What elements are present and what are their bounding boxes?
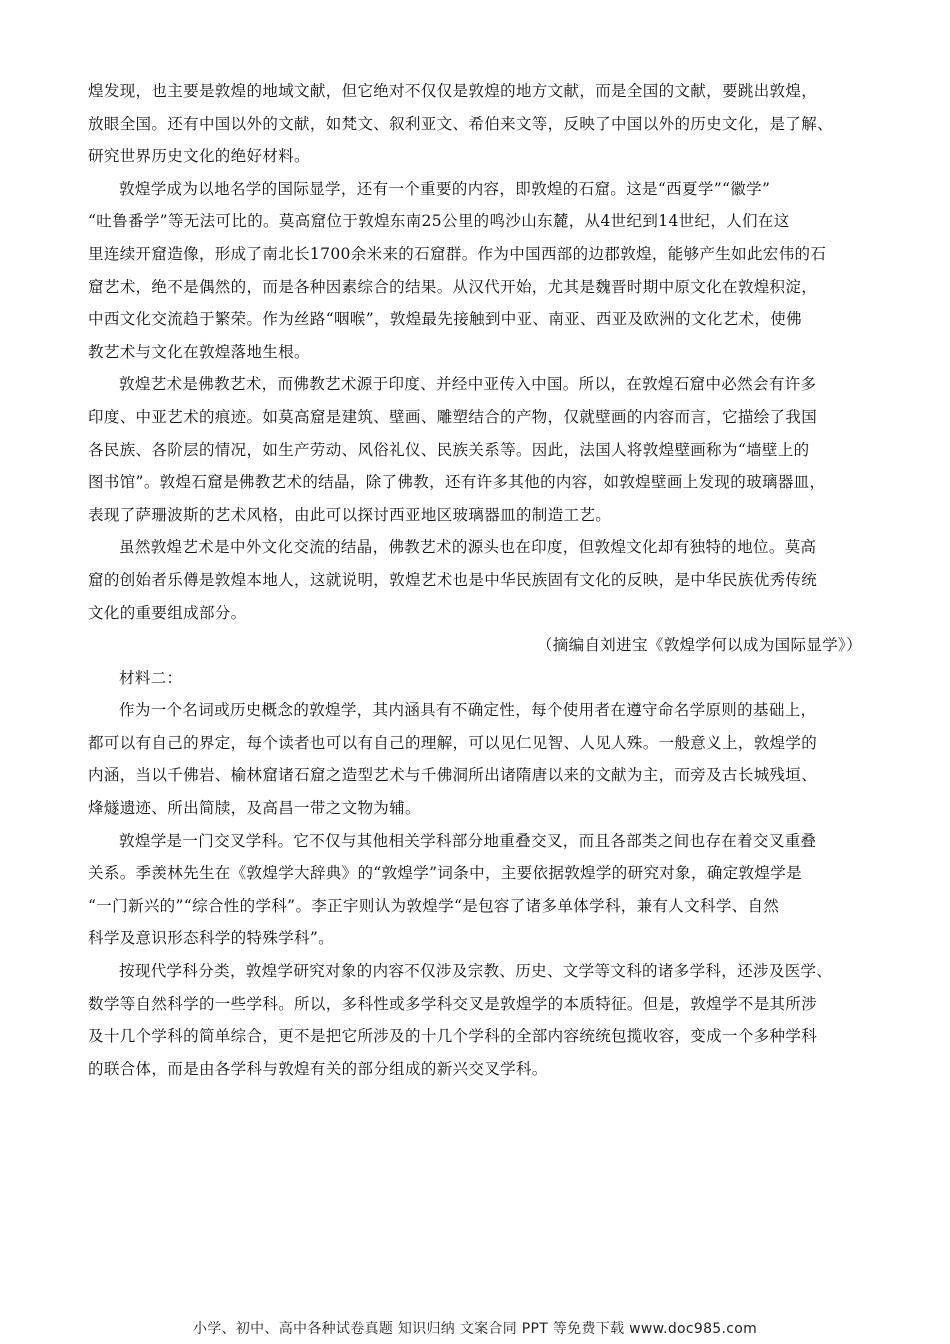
text-line: 中西文化交流趋于繁荣。作为丝路“咽喉”，敦煌最先接触到中亚、南亚、西亚及欧洲的文化艺术，使佛 [88,310,802,329]
paragraph-continuation [88,75,868,173]
text-line: 数学等自然科学的一些学科。所以，多科性或多学科交叉是敦煌学的本质特征。但是，敦煌学不是其所涉 [88,994,818,1013]
citation-line: （摘编自刘进宝《敦煌学何以成为国际显学》） [536,636,862,655]
heading-line: 材料二： [119,668,183,687]
text-line: “一门新兴的”“综合性的学科”。李正宇则认为敦煌学“是包容了诸多单体学科，兼有人文科学、自然 [88,896,780,915]
text-line: 内涵，当以千佛岩、榆林窟诸石窟之造型艺术与千佛洞所出诸隋唐以来的文献为主，而旁及古长城残垣、 [88,766,818,785]
text-line: 敦煌学成为以地名学的国际显学，还有一个重要的内容，即敦煌的石窟。这是“西夏学”“徽学” [119,179,771,198]
text-line: 都可以有自己的界定，每个读者也可以有自己的理解，可以见仁见智、人见人殊。一般意义上，敦煌学的 [88,733,818,752]
text-line: 里连续开窟造像，形成了南北长1700余米来的石窟群。作为中国西部的边郡敦煌，能够产生如此宏伟的石 [88,244,827,263]
text-line: 印度、中亚艺术的痕迹。如莫高窟是建筑、壁画、雕塑结合的产物，仅就壁画的内容而言，它描绘了我国 [88,407,818,426]
source-citation [88,629,868,662]
paragraph-definition [88,694,868,824]
text-line: 研究世界历史文化的绝好材料。 [88,147,310,166]
paragraph-cross-discipline [88,825,868,955]
text-line: 科学及意识形态科学的特殊学科”。 [88,929,335,948]
document-body [88,75,868,1085]
text-line: 关系。季羡林先生在《敦煌学大辞典》的“敦煌学”词条中，主要依据敦煌学的研究对象，确定敦煌学是 [88,864,802,883]
text-line: 敦煌学是一门交叉学科。它不仅与其他相关学科部分地重叠交叉，而且各部类之间也存在着交叉重叠 [119,831,817,850]
text-line: 烽燧遗迹、所出简牍，及高昌一带之文物为辅。 [88,799,421,818]
text-line: 按现代学科分类，敦煌学研究对象的内容不仅涉及宗教、历史、文学等文科的诸多学科，还涉及医学、 [119,962,833,981]
paragraph-grottoes [88,173,868,369]
text-line: “吐鲁番学”等无法可比的。莫高窟位于敦煌东南25公里的鸣沙山东麓，从4世纪到14世纪，人们在这 [88,212,790,231]
text-line: 煌发现，也主要是敦煌的地域文献，但它绝对不仅仅是敦煌的地方文献，而是全国的文献，要跳出敦煌， [88,82,818,100]
text-line: 各民族、各阶层的情况，如生产劳动、风俗礼仪、民族关系等。因此，法国人将敦煌壁画称为“墙壁上的 [88,440,810,459]
footer-banner: 小学、初中、高中各种试卷真题 知识归纳 文案合同 PPT 等免费下载 www.doc985.com [192,1321,758,1337]
text-line: 窟的创始者乐僔是敦煌本地人，这就说明，敦煌艺术也是中华民族固有文化的反映，是中华民族优秀传统 [88,570,818,589]
text-line: 窟艺术，绝不是偶然的，而是各种因素综合的结果。从汉代开始，尤其是魏晋时期中原文化在敦煌积淀， [88,277,818,296]
text-line: 图书馆”。敦煌石窟是佛教艺术的结晶，除了佛教，还有许多其他的内容，如敦煌壁画上发现的玻璃器皿， [88,473,826,492]
text-line: 表现了萨珊波斯的艺术风格，由此可以探讨西亚地区玻璃器皿的制造工艺。 [88,505,612,524]
text-line: 的联合体，而是由各学科与敦煌有关的部分组成的新兴交叉学科。 [88,1059,548,1078]
text-line: 虽然敦煌艺术是中外文化交流的结晶，佛教艺术的源头也在印度，但敦煌文化却有独特的地位。莫高 [119,538,817,557]
text-line: 敦煌艺术是佛教艺术，而佛教艺术源于印度、并经中亚传入中国。所以，在敦煌石窟中必然会有许多 [119,375,817,394]
text-line: 文化的重要组成部分。 [88,603,247,622]
text-line: 及十几个学科的简单综合，更不是把它所涉及的十几个学科的全部内容统统包揽收容，变成一个多种学科 [88,1027,818,1046]
text-line: 作为一个名词或历史概念的敦煌学，其内涵具有不确定性，每个使用者在遵守命名学原则的基础上， [119,701,817,720]
text-line: 教艺术与文化在敦煌落地生根。 [88,342,310,361]
paragraph-buddhist-art [88,368,868,531]
paragraph-classification [88,955,868,1085]
paragraph-unique-status [88,531,868,629]
material-heading [88,662,868,695]
text-line: 放眼全国。还有中国以外的文献，如梵文、叙利亚文、希伯来文等，反映了中国以外的历史文化，是了解、 [88,114,833,133]
